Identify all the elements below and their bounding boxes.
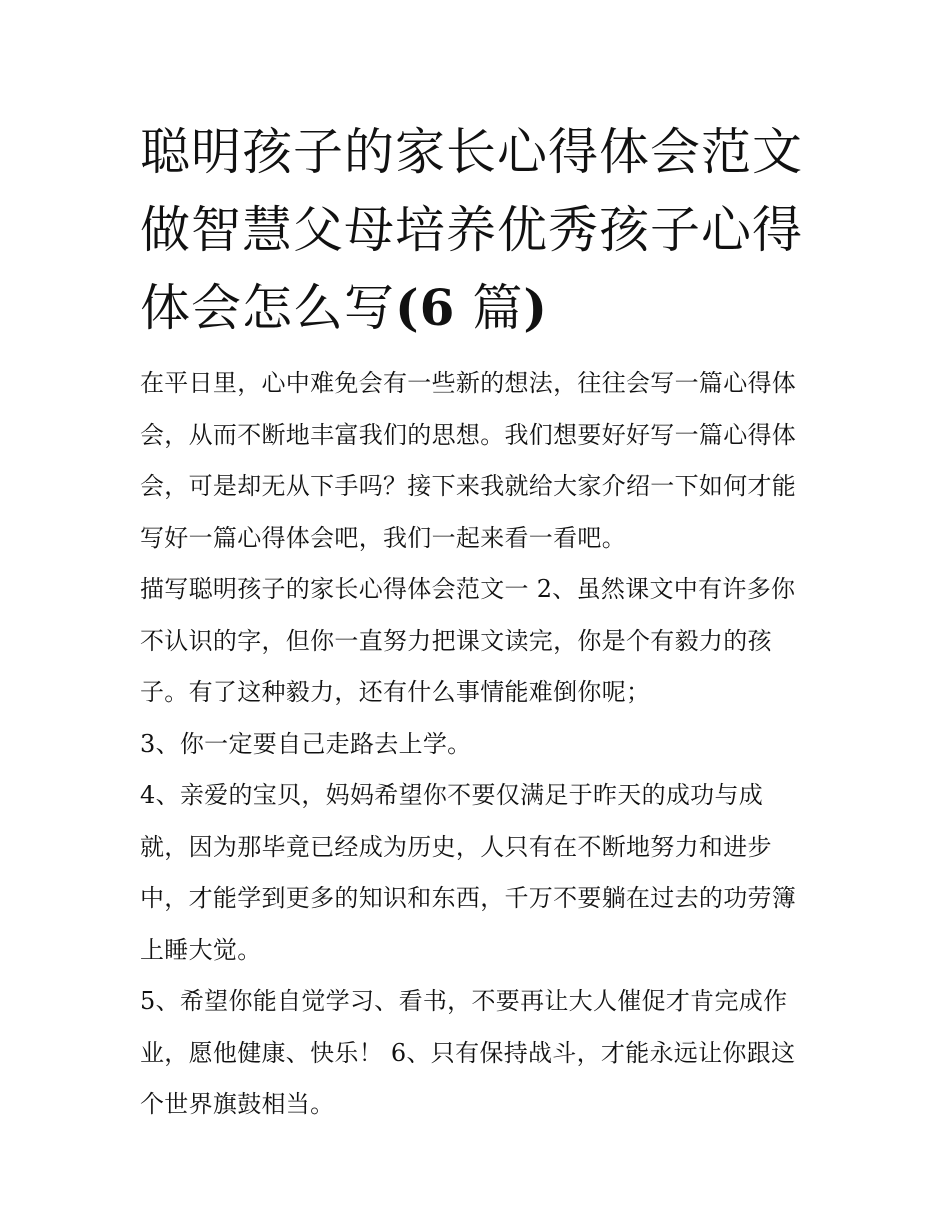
document-body bbox=[140, 358, 815, 1131]
document-page bbox=[140, 113, 815, 1131]
paragraph-line: 4、亲爱的宝贝，妈妈希望你不要仅满足于昨天的成功与成 bbox=[140, 781, 764, 809]
paragraph-line: 就，因为那毕竟已经成为历史，人只有在不断地努力和进步 bbox=[140, 832, 772, 861]
title-line-2: 做智慧父母培养优秀孩子心得 bbox=[140, 201, 803, 259]
paragraph-item-5 bbox=[140, 976, 815, 1131]
paragraph-section-1 bbox=[140, 564, 815, 719]
document-title bbox=[140, 113, 815, 347]
paragraph-line: 会，可是却无从下手吗？接下来我就给大家介绍一下如何才能 bbox=[140, 472, 797, 500]
paragraph-item-4 bbox=[140, 770, 815, 976]
paragraph-line: 上睡大觉。 bbox=[140, 935, 262, 964]
paragraph-item-3 bbox=[140, 719, 815, 771]
paragraph-line: 写好一篇心得体会吧，我们一起来看一看吧。 bbox=[140, 523, 626, 552]
paragraph-line: 在平日里，心中难免会有一些新的想法，往往会写一篇心得体 bbox=[140, 369, 797, 397]
paragraph-line: 会，从而不断地丰富我们的思想。我们想要好好写一篇心得体 bbox=[140, 420, 797, 449]
paragraph-line: 个世界旗鼓相当。 bbox=[140, 1090, 335, 1118]
paragraph-line: 描写聪明孩子的家长心得体会范文一 2、虽然课文中有许多你 bbox=[140, 575, 796, 603]
paragraph-line: 3、你一定要自己走路去上学。 bbox=[140, 729, 472, 758]
paragraph-line: 业，愿他健康、快乐！ 6、只有保持战斗，才能永远让你跟这 bbox=[140, 1038, 796, 1067]
paragraph-line: 不认识的字，但你一直努力把课文读完，你是个有毅力的孩 bbox=[140, 626, 772, 655]
paragraph-intro bbox=[140, 358, 815, 564]
title-line-1: 聪明孩子的家长心得体会范文 bbox=[140, 123, 803, 181]
paragraph-line: 5、希望你能自觉学习、看书，不要再让大人催促才肯完成作 bbox=[140, 987, 788, 1015]
paragraph-line: 中，才能学到更多的知识和东西，千万不要躺在过去的功劳簿 bbox=[140, 884, 797, 912]
title-line-3: 体会怎么写(6 篇) bbox=[140, 278, 549, 337]
paragraph-line: 子。有了这种毅力，还有什么事情能难倒你呢； bbox=[140, 678, 651, 706]
